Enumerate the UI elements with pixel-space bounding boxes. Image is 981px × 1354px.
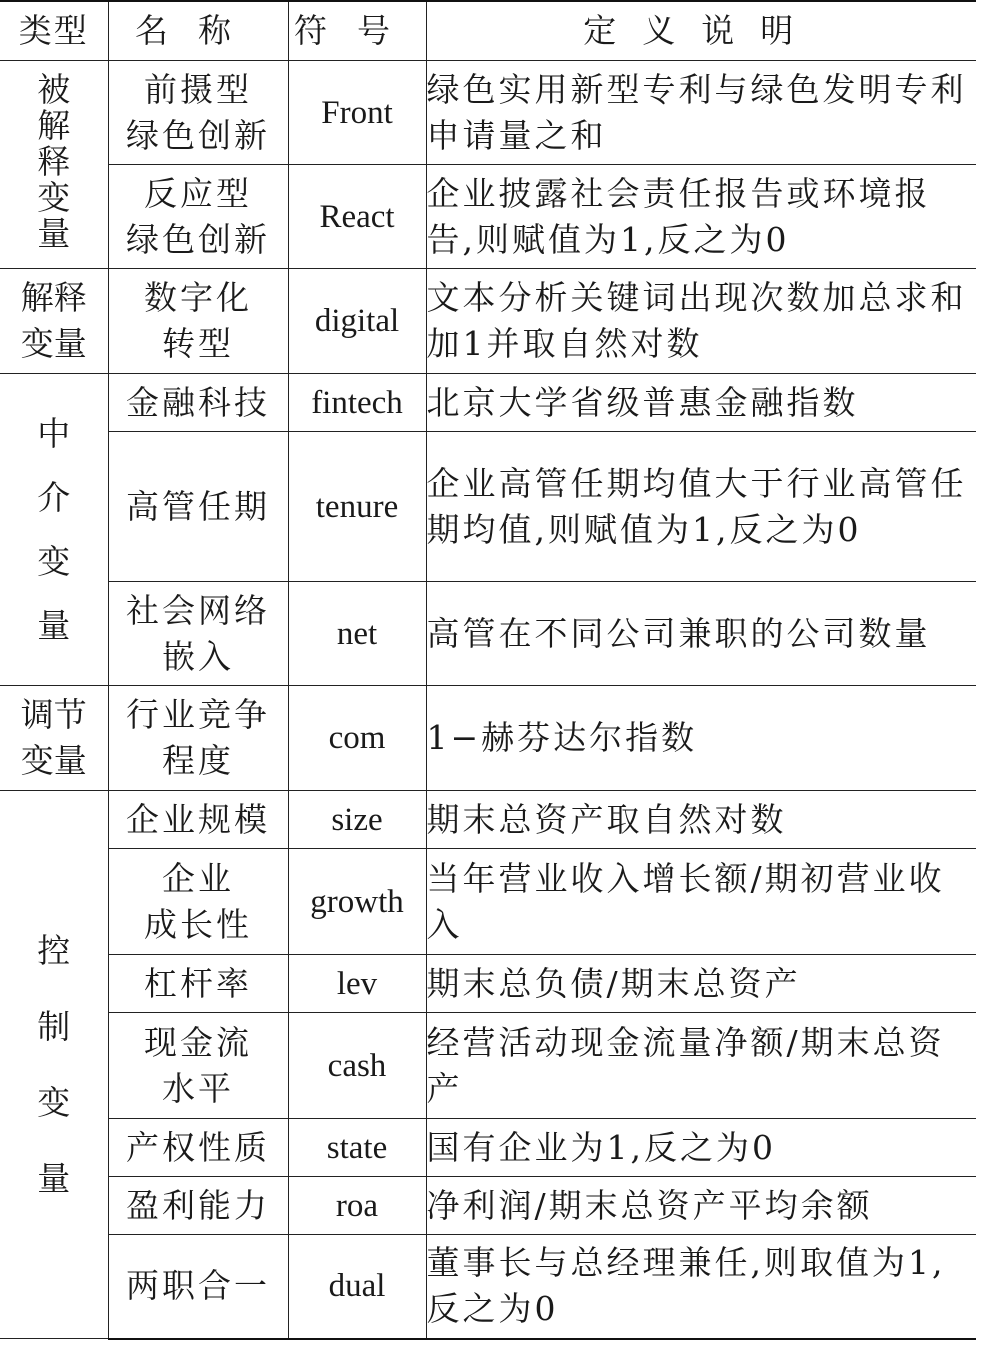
symbol-cell: growth bbox=[288, 849, 426, 955]
definition-cell: 经营活动现金流量净额/期末总资产 bbox=[426, 1013, 976, 1119]
table-row bbox=[0, 61, 976, 165]
definition-cell: 期末总负债/期末总资产 bbox=[426, 955, 976, 1013]
table-row bbox=[0, 849, 976, 955]
definition-cell: 当年营业收入增长额/期初营业收入 bbox=[426, 849, 976, 955]
definition-cell: 国有企业为1,反之为0 bbox=[426, 1119, 976, 1177]
definition-cell: 董事长与总经理兼任,则取值为1,反之为0 bbox=[426, 1235, 976, 1339]
definition-cell: 企业披露社会责任报告或环境报告,则赋值为1,反之为0 bbox=[426, 165, 976, 269]
name-cell: 高管任期 bbox=[108, 432, 288, 582]
name-cell: 数字化 转型 bbox=[108, 269, 288, 374]
definition-cell: 北京大学省级普惠金融指数 bbox=[426, 374, 976, 432]
table-row bbox=[0, 269, 976, 374]
name-cell: 前摄型 绿色创新 bbox=[108, 61, 288, 165]
table-row bbox=[0, 374, 976, 432]
table-row bbox=[0, 791, 976, 849]
type-cell-mediator: 中介变量 bbox=[0, 374, 108, 686]
table-row bbox=[0, 955, 976, 1013]
table-row bbox=[0, 686, 976, 791]
symbol-cell: digital bbox=[288, 269, 426, 374]
name-cell: 产权性质 bbox=[108, 1119, 288, 1177]
table-row bbox=[0, 432, 976, 582]
symbol-cell: fintech bbox=[288, 374, 426, 432]
symbol-cell: roa bbox=[288, 1177, 426, 1235]
header-type: 类型 bbox=[0, 1, 108, 61]
definition-cell: 1−赫芬达尔指数 bbox=[426, 686, 976, 791]
name-cell: 两职合一 bbox=[108, 1235, 288, 1339]
definition-cell: 企业高管任期均值大于行业高管任期均值,则赋值为1,反之为0 bbox=[426, 432, 976, 582]
definition-cell: 文本分析关键词出现次数加总求和加1并取自然对数 bbox=[426, 269, 976, 374]
table-row bbox=[0, 582, 976, 686]
symbol-cell: size bbox=[288, 791, 426, 849]
table-row bbox=[0, 1235, 976, 1339]
symbol-cell: React bbox=[288, 165, 426, 269]
type-cell-control: 控制变量 bbox=[0, 791, 108, 1339]
name-cell: 杠杆率 bbox=[108, 955, 288, 1013]
symbol-cell: net bbox=[288, 582, 426, 686]
table-row bbox=[0, 1013, 976, 1119]
header-row bbox=[0, 1, 976, 61]
symbol-cell: dual bbox=[288, 1235, 426, 1339]
definition-cell: 期末总资产取自然对数 bbox=[426, 791, 976, 849]
name-cell: 金融科技 bbox=[108, 374, 288, 432]
header-definition: 定义说明 bbox=[426, 1, 976, 61]
type-cell-independent: 解释变量 bbox=[0, 269, 108, 374]
symbol-cell: lev bbox=[288, 955, 426, 1013]
name-cell: 企业规模 bbox=[108, 791, 288, 849]
symbol-cell: tenure bbox=[288, 432, 426, 582]
definition-cell: 高管在不同公司兼职的公司数量 bbox=[426, 582, 976, 686]
name-cell: 行业竞争 程度 bbox=[108, 686, 288, 791]
name-cell: 反应型 绿色创新 bbox=[108, 165, 288, 269]
symbol-cell: cash bbox=[288, 1013, 426, 1119]
name-cell: 盈利能力 bbox=[108, 1177, 288, 1235]
table-row bbox=[0, 1119, 976, 1177]
symbol-cell: state bbox=[288, 1119, 426, 1177]
type-cell-moderator: 调节变量 bbox=[0, 686, 108, 791]
header-symbol: 符号 bbox=[288, 1, 426, 61]
type-cell-dependent: 被解释变量 bbox=[0, 61, 108, 269]
symbol-cell: com bbox=[288, 686, 426, 791]
definition-cell: 净利润/期末总资产平均余额 bbox=[426, 1177, 976, 1235]
table-row bbox=[0, 165, 976, 269]
definition-cell: 绿色实用新型专利与绿色发明专利申请量之和 bbox=[426, 61, 976, 165]
name-cell: 企业 成长性 bbox=[108, 849, 288, 955]
symbol-cell: Front bbox=[288, 61, 426, 165]
name-cell: 现金流 水平 bbox=[108, 1013, 288, 1119]
header-name: 名称 bbox=[108, 1, 288, 61]
table-row bbox=[0, 1177, 976, 1235]
name-cell: 社会网络 嵌入 bbox=[108, 582, 288, 686]
